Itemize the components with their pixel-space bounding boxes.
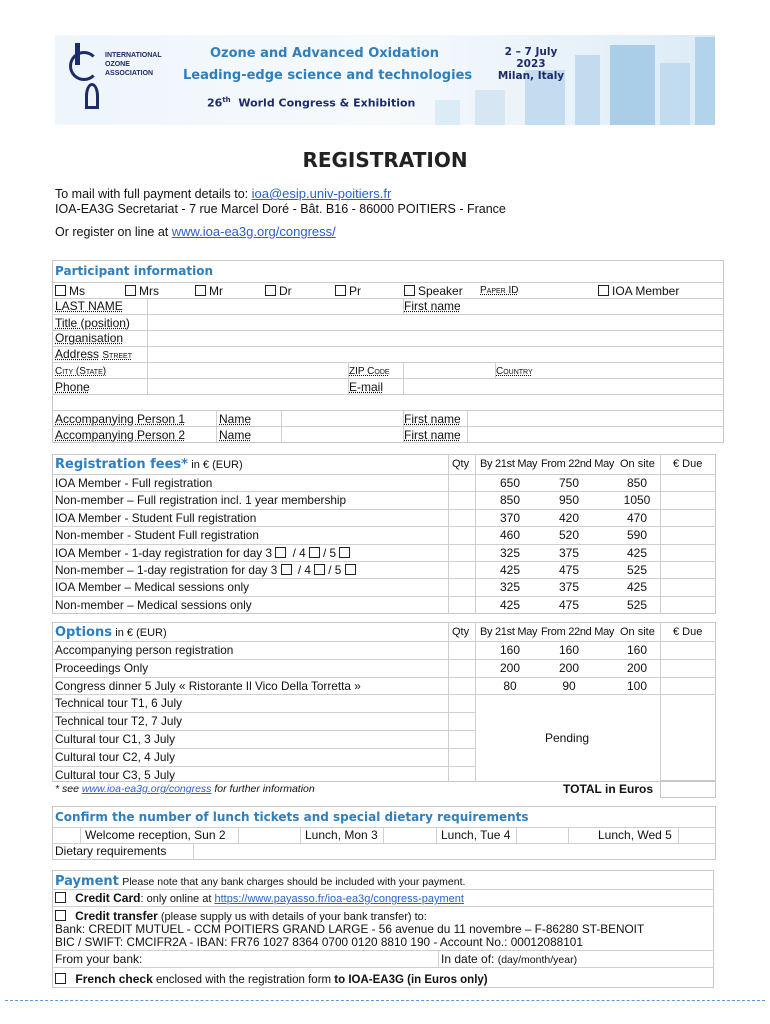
checkbox[interactable] (314, 564, 325, 575)
payment-link[interactable]: https://www.payasso.fr/ioa-ea3g/congress-payment (214, 893, 464, 905)
address-label: Address Street (55, 347, 132, 361)
zip-label: ZIP Code (349, 366, 390, 377)
checkbox[interactable] (309, 547, 320, 558)
price-from: 90 (562, 678, 576, 693)
online-register-link[interactable]: www.ioa-ea3g.org/congress/ (171, 224, 336, 239)
mail-line: To mail with full payment details to: ioa@esip.univ-poitiers.fr (55, 186, 392, 201)
assoc-line-2: OZONE (105, 61, 130, 68)
price-by: 80 (503, 678, 517, 693)
footnote: * see www.ioa-ea3g.org/congress for further information (55, 783, 315, 795)
header-banner (55, 35, 715, 125)
checkbox[interactable] (55, 973, 66, 984)
footnote-link[interactable]: www.ioa-ea3g.org/congress (81, 783, 212, 795)
checkbox[interactable] (55, 892, 66, 903)
fee-row-label: Non-member – Full registration incl. 1 year membership (55, 493, 347, 508)
fees-title: Registration fees* in € (EUR) (55, 457, 243, 472)
option-row-label: Congress dinner 5 July « Ristorante Il Vico Della Torretta » (55, 678, 361, 693)
page-title: REGISTRATION (302, 148, 468, 172)
price-by: 425 (499, 563, 521, 577)
acc-2-first-label: First name (404, 428, 461, 442)
secretariat-address: IOA-EA3G Secretariat - 7 rue Marcel Doré - Bât. B16 - 86000 POITIERS - France (55, 202, 506, 216)
fee-row-label: Non-member – Medical sessions only (55, 597, 252, 612)
bank-details: Bank: CREDIT MUTUEL - CCM POITIERS GRAND LARGE - 56 avenue du 11 novembre – F-86280 ST-BENOIT (55, 922, 645, 936)
payment-credit-card[interactable]: Credit Card: only online at https://www.payasso.fr/ioa-ea3g/congress-payment (55, 891, 464, 905)
congress-line: 26th World Congress & Exhibition (207, 96, 416, 110)
option-row-label: Cultural tour C3, 5 July (55, 767, 175, 782)
checkbox[interactable] (404, 285, 415, 296)
participant-title: Participant information (55, 264, 213, 278)
option-row-label: Accompanying person registration (55, 643, 234, 657)
col-onsite: On site (620, 458, 655, 470)
option-row-label: Technical tour T1, 6 July (55, 696, 182, 711)
price-on: 470 (626, 510, 648, 525)
cut-line (5, 1000, 765, 1001)
lunch-tue: Lunch, Tue 4 (441, 828, 511, 842)
congress-dates: 2 – 7 July 2023 Milan, Italy (497, 46, 565, 82)
payment-check[interactable]: French check enclosed with the registration form to IOA-EA3G (in Euros only) (55, 972, 488, 986)
from-bank-label: From your bank: (55, 952, 143, 966)
option-row-label: Cultural tour C2, 4 July (55, 749, 175, 764)
opt-col-onsite: On site (620, 626, 655, 638)
col-from-date: From 22nd May (541, 458, 615, 470)
price-by: 460 (499, 528, 521, 543)
email-label: E-mail (349, 380, 384, 394)
date-label: In date of: (day/month/year) (441, 952, 578, 966)
position-label: Title (position) (55, 316, 130, 330)
option-row-label: Cultural tour C1, 3 July (55, 732, 175, 746)
acc-1-name-label: Name (219, 412, 252, 426)
acc-2-name-label: Name (219, 428, 252, 442)
acc-1-first-label: First name (404, 412, 461, 426)
price-by: 425 (499, 597, 521, 612)
price-on: 525 (626, 563, 648, 577)
price-on: 850 (626, 476, 648, 490)
price-from: 200 (558, 660, 580, 675)
banner-title-1: Ozone and Advanced Oxidation (210, 46, 440, 61)
ioa-member-option[interactable]: IOA Member (598, 284, 679, 298)
opt-col-from: From 22nd May (541, 626, 615, 638)
lunch-mon: Lunch, Mon 3 (305, 828, 378, 842)
payment-credit-transfer[interactable]: Credit transfer (please supply us with details of your bank transfer) to: (55, 909, 427, 923)
price-on: 160 (626, 643, 648, 657)
fee-row-label: IOA Member - Full registration (55, 476, 213, 490)
pending-text: Pending (545, 731, 590, 745)
assoc-line-3: ASSOCIATION (105, 70, 154, 77)
organisation-label: Organisation (55, 331, 124, 345)
option-row-label: Proceedings Only (55, 660, 149, 675)
last-name-label: LAST NAME (55, 299, 123, 313)
acc-person-1-label: Accompanying Person 1 (55, 412, 186, 426)
price-from: 475 (558, 597, 580, 612)
country-label: Country (496, 366, 533, 377)
checkbox[interactable] (339, 547, 350, 558)
bic-iban: BIC / SWIFT: CMCIFR2A - IBAN: FR76 1027 8364 0700 0120 8810 190 - Account No.: 00012088101 (55, 935, 583, 949)
banner-title-2: Leading-edge science and technologies (183, 68, 473, 83)
price-on: 425 (626, 580, 648, 595)
price-from: 375 (558, 545, 580, 560)
lunch-wed: Lunch, Wed 5 (598, 828, 672, 842)
title-mrs[interactable]: Mrs (125, 284, 159, 298)
dietary-label: Dietary requirements (55, 844, 167, 858)
welcome-reception: Welcome reception, Sun 2 (85, 828, 226, 842)
paper-id-label: Paper ID (480, 285, 519, 296)
price-on: 425 (626, 545, 648, 560)
fee-row-label: Non-member – 1-day registration for day 3 / 4 / 5 (55, 563, 359, 577)
fee-row-label: Non-member - Student Full registration (55, 528, 259, 543)
price-from: 750 (558, 476, 580, 490)
price-from: 950 (558, 493, 580, 508)
col-due: € Due (673, 458, 703, 470)
checkbox[interactable] (55, 910, 66, 921)
fee-row-label: IOA Member – Medical sessions only (55, 580, 250, 595)
checkbox[interactable] (55, 285, 66, 296)
price-from: 520 (558, 528, 580, 543)
price-from: 420 (558, 510, 580, 525)
checkbox[interactable] (598, 285, 609, 296)
total-field[interactable] (660, 780, 716, 798)
price-by: 650 (499, 476, 521, 490)
opt-col-qty: Qty (452, 626, 470, 638)
title-dr[interactable]: Dr (265, 284, 292, 298)
total-label: TOTAL in Euros (563, 782, 654, 796)
ioa-logo (63, 43, 103, 115)
lunch-title: Confirm the number of lunch tickets and special dietary requirements (55, 810, 529, 824)
fee-row-label: IOA Member - 1-day registration for day 3 / 4 / 5 (55, 546, 353, 560)
checkbox[interactable] (345, 564, 356, 575)
options-title: Options in € (EUR) (55, 625, 167, 640)
opt-col-due: € Due (673, 626, 703, 638)
phone-label: Phone (55, 380, 90, 394)
price-from: 160 (558, 643, 580, 657)
col-qty: Qty (452, 458, 470, 470)
price-on: 1050 (623, 493, 651, 508)
price-by: 325 (499, 580, 521, 595)
title-pr[interactable]: Pr (335, 284, 361, 298)
col-by-date: By 21st May (480, 458, 538, 470)
price-by: 160 (499, 643, 521, 657)
online-line: Or register on line at www.ioa-ea3g.org/congress/ (55, 224, 336, 239)
checkbox[interactable] (281, 564, 292, 575)
checkbox[interactable] (125, 285, 136, 296)
price-by: 200 (499, 660, 521, 675)
price-from: 475 (558, 563, 580, 577)
price-on: 100 (626, 678, 648, 693)
price-by: 325 (499, 545, 521, 560)
fee-row-label: IOA Member - Student Full registration (55, 510, 257, 525)
opt-col-by: By 21st May (480, 626, 538, 638)
checkbox[interactable] (275, 547, 286, 558)
price-by: 370 (499, 510, 521, 525)
price-from: 375 (558, 580, 580, 595)
acc-person-2-label: Accompanying Person 2 (55, 428, 186, 442)
assoc-line-1: INTERNATIONAL (105, 52, 162, 59)
price-by: 850 (499, 493, 521, 508)
payment-title: Payment Please note that any bank charges should be included with your payment. (55, 874, 466, 889)
price-on: 525 (626, 597, 648, 612)
price-on: 590 (626, 528, 648, 543)
checkbox[interactable] (195, 285, 206, 296)
title-speaker[interactable]: Speaker (404, 284, 463, 298)
title-mr[interactable]: Mr (195, 284, 223, 298)
price-on: 200 (626, 660, 648, 675)
title-ms[interactable]: Ms (55, 284, 85, 298)
city-label: City (State) (55, 366, 107, 377)
checkbox[interactable] (335, 285, 346, 296)
checkbox[interactable] (265, 285, 276, 296)
first-name-label: First name (404, 299, 461, 313)
email-link[interactable]: ioa@esip.univ-poitiers.fr (251, 186, 392, 201)
option-row-label: Technical tour T2, 7 July (55, 714, 182, 729)
